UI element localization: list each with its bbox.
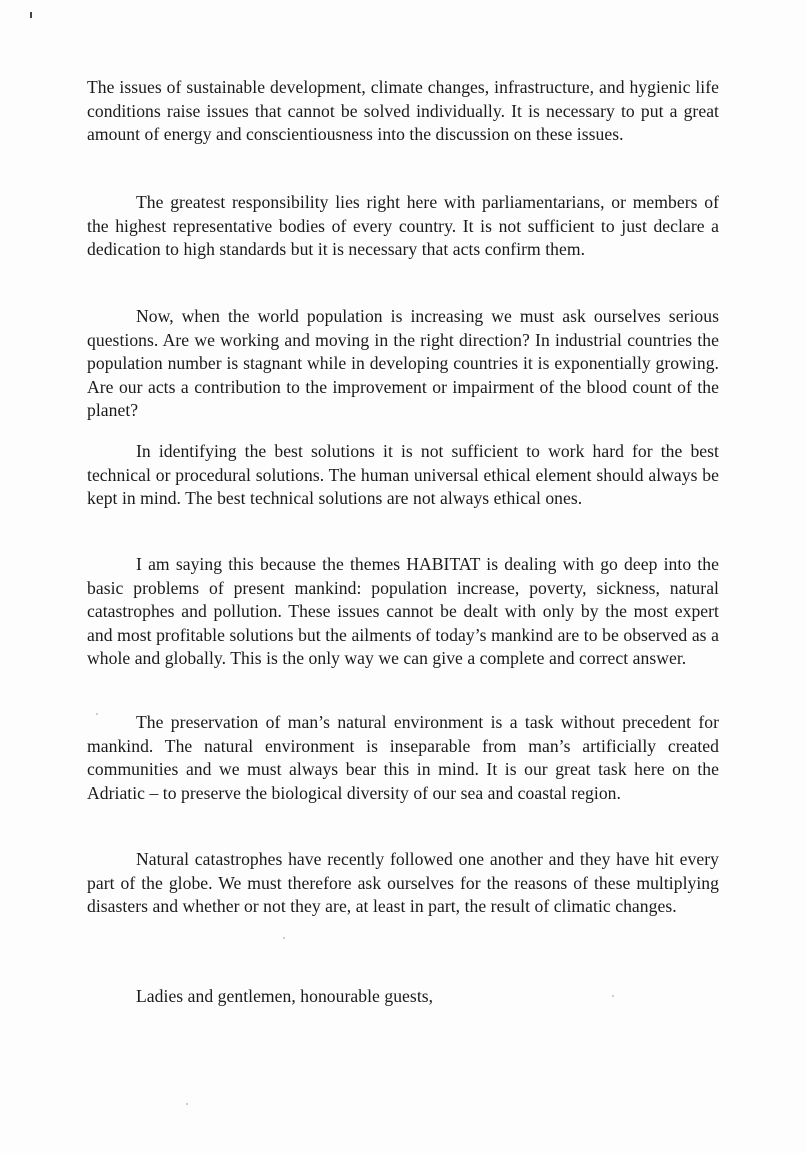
- paragraph-3: Now, when the world population is increasing we must ask ourselves serious questions. Are we working and moving in the right direction? In industrial countries the population number is stagnant while in developing countries it is exponentially growing. Are our acts a contribution to the improvement or impairment of the blood count of the planet?: [87, 306, 719, 420]
- paragraph-4: In identifying the best solutions it is not sufficient to work hard for the best technical or procedural solutions. The human universal ethical element should always be kept in mind. The best technical solutions are not always ethical ones.: [87, 441, 719, 508]
- paragraph-5: I am saying this because the themes HABITAT is dealing with go deep into the basic problems of present mankind: population increase, poverty, sickness, natural catastrophes and pollution. These issues cannot be dealt with only by the most expert and most profitable solutions but the ailments of today’s mankind are to be observed as a whole and globally. This is the only way we can give a complete and correct answer.: [87, 554, 719, 668]
- scan-speck: [283, 937, 285, 939]
- paragraph-7: Natural catastrophes have recently followed one another and they have hit every part of the globe. We must therefore ask ourselves for the reasons of these multiplying disasters and whether or not they are, at least in part, the result of climatic changes.: [87, 849, 719, 916]
- paragraph-1: The issues of sustainable development, climate changes, infrastructure, and hygienic life conditions raise issues that cannot be solved individually. It is necessary to put a great amount of energy and conscientiousness into the discussion on these issues.: [87, 77, 719, 144]
- salutation: Ladies and gentlemen, honourable guests,: [136, 986, 434, 1006]
- paragraph-2: The greatest responsibility lies right here with parliamentarians, or members of the highest representative bodies of every country. It is not sufficient to just declare a dedication to high standards but it is necessary that acts confirm them.: [87, 192, 719, 259]
- paragraph-6: The preservation of man’s natural environment is a task without precedent for mankind. The natural environment is inseparable from man’s artificially created communities and we must always bear this in mind. It is our great task here on the Adriatic – to preserve the biological diversity of our sea and coastal region.: [87, 712, 719, 803]
- scan-speck: [612, 995, 614, 997]
- scan-speck: [96, 713, 98, 715]
- scan-speck: [186, 1103, 188, 1105]
- scan-mark: [30, 12, 32, 18]
